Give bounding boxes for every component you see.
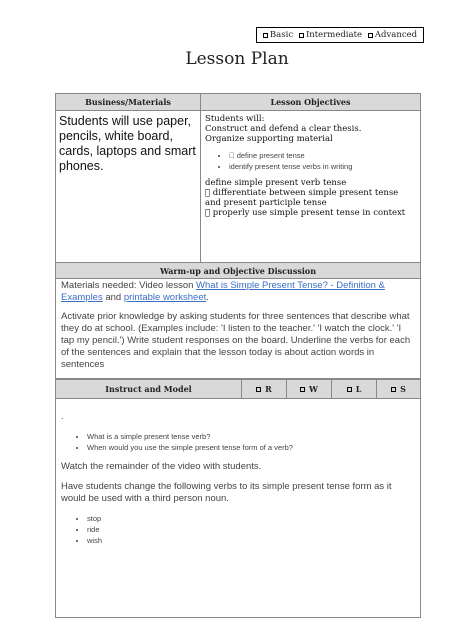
list-item: • When would you use the simple present tense form of a verb? [87, 442, 415, 453]
list-item: • define present tense [229, 150, 416, 161]
level-basic[interactable] [263, 30, 293, 40]
video-lesson-link[interactable]: What is Simple Present Tense? - Definition & Examples [61, 280, 385, 303]
level-selector [256, 27, 424, 43]
text: Materials needed: Video lesson [61, 280, 197, 291]
checkbox-icon[interactable] [256, 387, 261, 392]
instruct-paragraph: Watch the remainder of the video with students. [61, 461, 262, 472]
checkbox-icon[interactable] [263, 33, 268, 38]
text: . [206, 292, 209, 303]
checkbox-icon[interactable] [347, 387, 352, 392]
text: and [102, 292, 124, 303]
instruct-header: Instruct and Model [56, 380, 242, 398]
list-item: • wish [87, 535, 415, 546]
skill-speaking[interactable] [377, 380, 420, 398]
checkbox-icon[interactable] [368, 33, 373, 38]
list-item: • identify present tense verbs in writing [229, 161, 416, 172]
materials-objectives-table [55, 93, 421, 263]
level-label: Advanced [374, 30, 418, 40]
page-title: Lesson Plan [185, 49, 289, 69]
stray-dot: . [61, 411, 64, 422]
skill-listening[interactable] [332, 380, 377, 398]
verb-list [61, 513, 415, 546]
instruct-paragraph: Have students change the following verbs to its simple present tense form as it would be used with a third person noun. [61, 481, 392, 504]
skill-label: R [265, 384, 272, 394]
level-intermediate[interactable] [299, 30, 362, 40]
worksheet-link[interactable]: printable worksheet [123, 292, 207, 303]
objective-line: Organize supporting material [205, 134, 333, 144]
skill-writing[interactable] [287, 380, 332, 398]
skill-label: L [355, 384, 362, 394]
level-label: Basic [269, 30, 294, 40]
objective-line: properly use simple present tense in context [205, 208, 398, 218]
business-materials-header: Business/Materials [56, 94, 200, 111]
warmup-header: Warm-up and Objective Discussion [55, 262, 421, 279]
warmup-body [55, 278, 421, 379]
warmup-materials [61, 280, 415, 304]
level-advanced[interactable] [368, 30, 417, 40]
warmup-activity: Activate prior knowledge by asking students for three sentences that describe what they do at school. (Examples include: 'I listen to the teacher.' 'I watch the clock.' 'I tap my pencil.') Write student responses on the board. Underline the verbs for each of the sentences and explain that the lesson today is about action words in sentences [61, 311, 411, 370]
lesson-objectives-header: Lesson Objectives [201, 94, 420, 111]
instruct-header-row [55, 379, 421, 399]
list-item: • ride [87, 524, 415, 535]
checkbox-icon[interactable] [299, 33, 304, 38]
checkbox-icon[interactable] [391, 387, 396, 392]
skill-label: W [309, 384, 318, 394]
lesson-objectives-cell [201, 94, 420, 262]
objective-line: define simple present verb tense [205, 178, 347, 188]
list-item: • What is a simple present tense verb? [87, 431, 415, 442]
business-materials-text: Students will use paper, pencils, white board, cards, laptops and smart phones. [59, 114, 196, 173]
skill-reading[interactable] [242, 380, 287, 398]
instruct-body [55, 398, 421, 618]
business-materials-cell [56, 94, 201, 262]
checkbox-icon[interactable] [300, 387, 305, 392]
objective-bullets [205, 150, 416, 172]
objective-line: Students will: [205, 114, 265, 124]
question-list [61, 431, 415, 453]
level-label: Intermediate [305, 30, 363, 40]
skill-label: S [400, 384, 406, 394]
lesson-objectives-body [201, 111, 420, 221]
objective-line: Construct and defend a clear thesis. [205, 124, 362, 134]
objective-line: differentiate between simple present tense and present participle tense [205, 188, 410, 208]
list-item: • stop [87, 513, 415, 524]
